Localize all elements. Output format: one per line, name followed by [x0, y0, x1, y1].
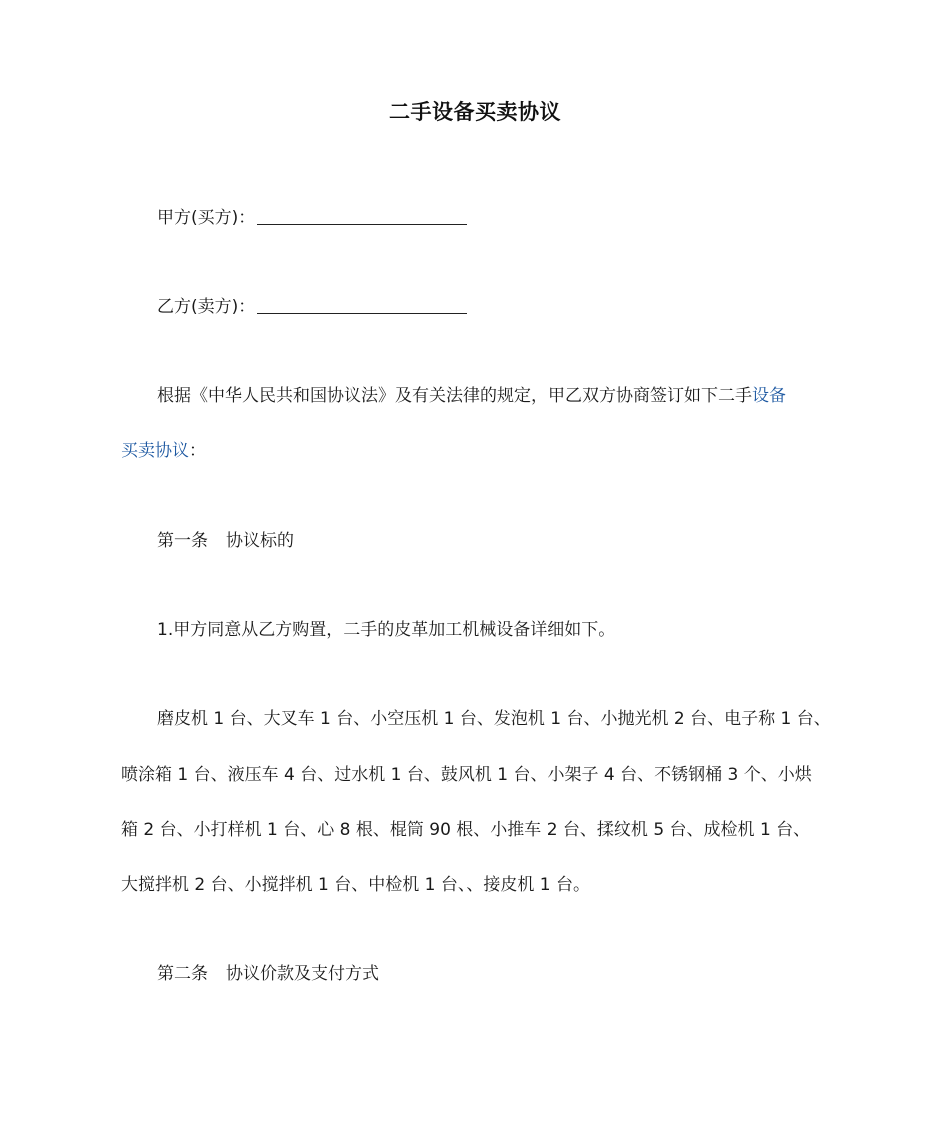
article-1-number: 第一条 — [157, 531, 208, 551]
equipment-line-3: 箱 2 台、小打样机 1 台、心 8 根、棍筒 90 根、小推车 2 台、揉纹机 5 台、成检机 1 台、 — [121, 820, 811, 840]
party-b-line — [121, 295, 877, 319]
article-2-title: 协议价款及支付方式 — [226, 964, 379, 984]
document-title: 二手设备买卖协议 — [389, 100, 561, 124]
equipment-line-4: 大搅拌机 2 台、小搅拌机 1 台、中检机 1 台、、接皮机 1 台。 — [121, 875, 590, 895]
party-a-label: 甲方(买方)： — [157, 208, 256, 228]
intro-suffix: ： — [189, 441, 206, 461]
intro-line-2 — [121, 439, 841, 463]
item-1-text: 1.甲方同意从乙方购置，二手的皮革加工机械设备详细如下。 — [157, 620, 616, 640]
party-a-blank[interactable] — [257, 207, 467, 225]
party-a-line — [121, 206, 877, 230]
article-2-heading — [121, 962, 877, 986]
article-1-title: 协议标的 — [226, 531, 294, 551]
party-b-blank[interactable] — [257, 296, 467, 314]
equipment-link-part2[interactable]: 买卖协议 — [121, 441, 189, 461]
intro-line-1 — [121, 384, 877, 408]
equipment-link-part1[interactable]: 设备 — [752, 386, 786, 406]
equipment-line-1: 磨皮机 1 台、大叉车 1 台、小空压机 1 台、发泡机 1 台、小抛光机 2 台、电子称 1 台、 — [157, 709, 831, 729]
article-1-heading — [121, 529, 877, 553]
article-2-number: 第二条 — [157, 964, 208, 984]
equipment-line-2: 喷涂箱 1 台、液压车 4 台、过水机 1 台、鼓风机 1 台、小架子 4 台、不锈钢桶 3 个、小烘 — [121, 765, 812, 785]
party-b-label: 乙方(卖方)： — [157, 297, 256, 317]
intro-text: 根据《中华人民共和国协议法》及有关法律的规定，甲乙双方协商签订如下二手 — [157, 386, 752, 406]
